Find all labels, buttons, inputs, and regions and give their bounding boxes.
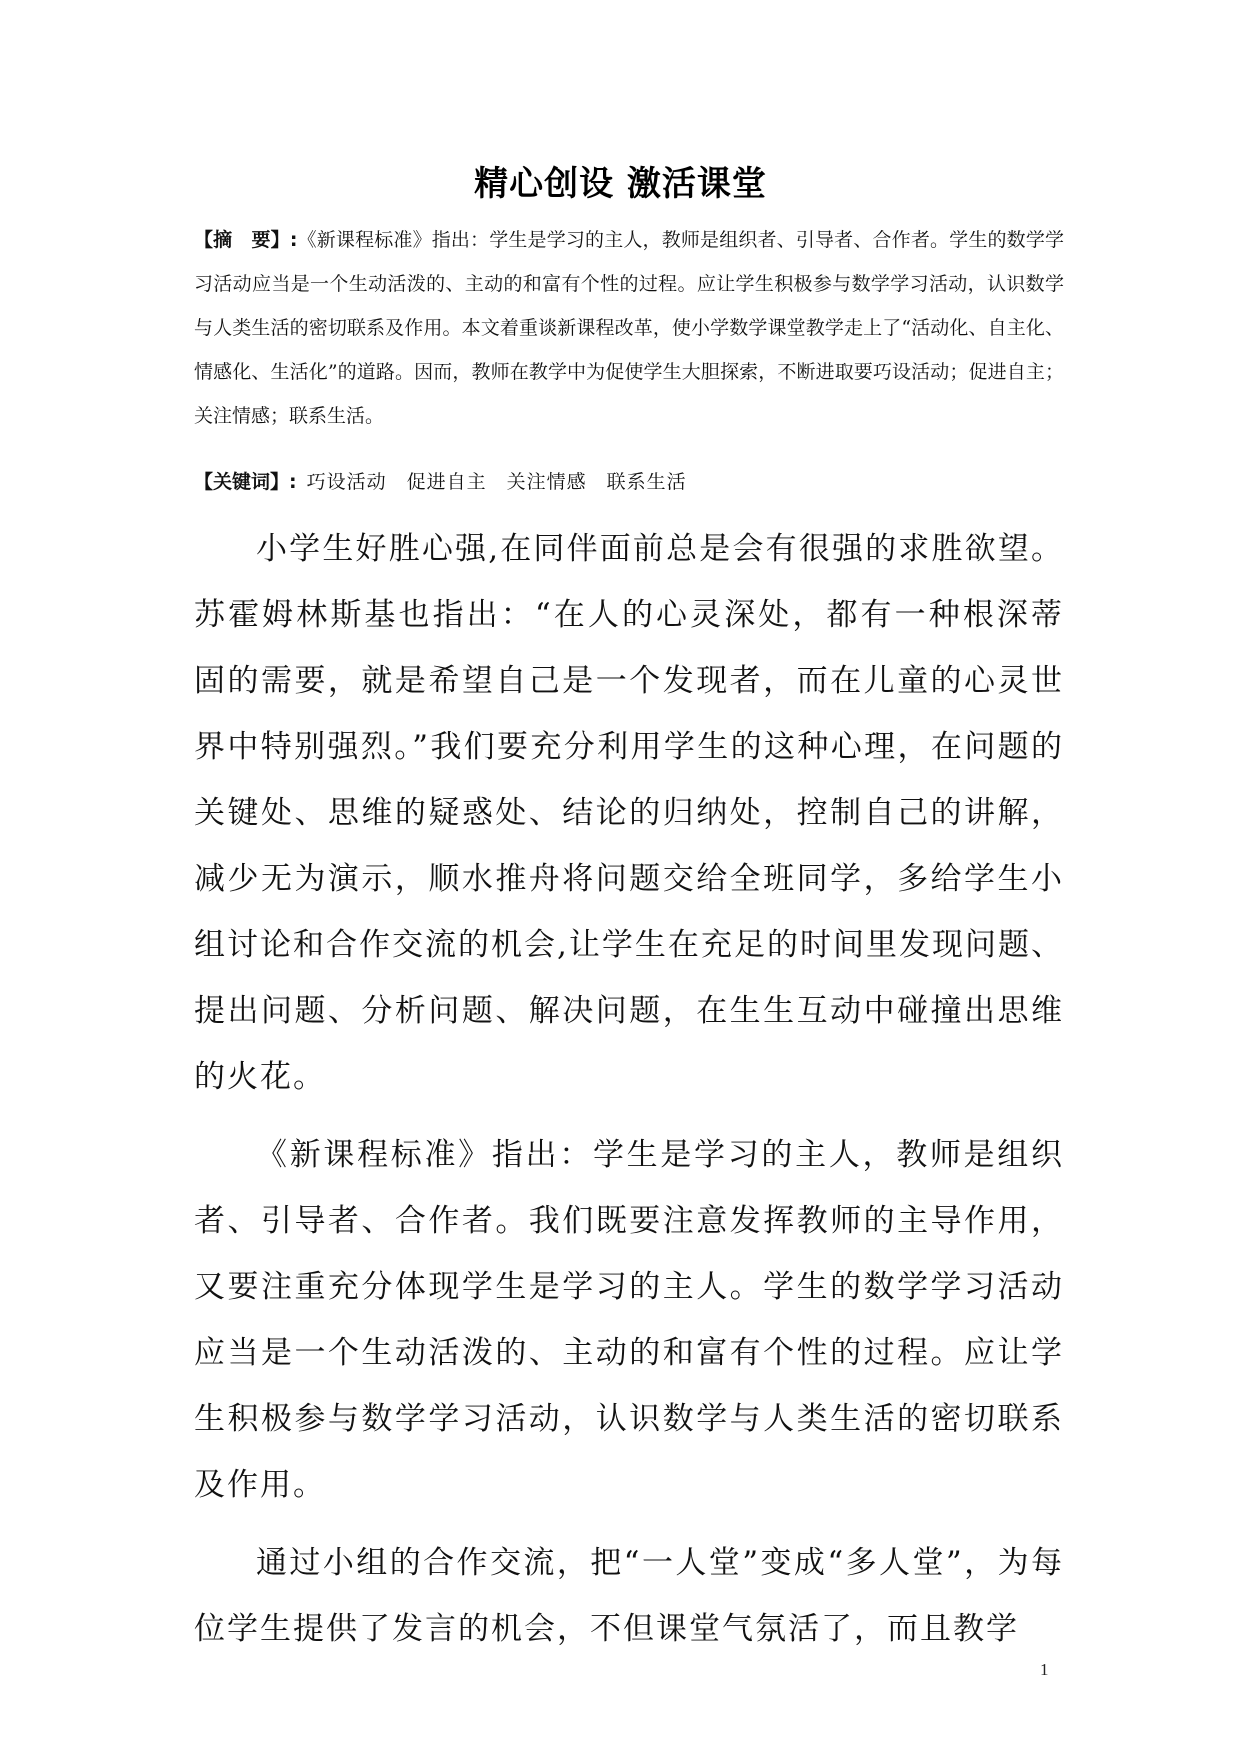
keywords-list: 巧设活动 促进自主 关注情感 联系生活 [306,471,687,493]
abstract-label: 【摘 要】: [194,229,298,251]
keywords-section [194,462,1064,502]
body-paragraph: 小学生好胜心强,在同伴面前总是会有很强的求胜欲望。苏霍姆林斯基也指出：“在人的心灵深处，都有一种根深蒂固的需要，就是希望自己是一个发现者，而在儿童的心灵世界中特别强烈。”我们要充分利用学生的这种心理，在问题的关键处、思维的疑惑处、结论的归纳处，控制自己的讲解，减少无为演示，顺水推舟将问题交给全班同学，多给学生小组讨论和合作交流的机会,让学生在充足的时间里发现问题、提出问题、分析问题、解决问题，在生生互动中碰撞出思维的火花。 [194,531,1064,1095]
body-paragraph: 通过小组的合作交流，把“一人堂”变成“多人堂”，为每位学生提供了发言的机会，不但课堂气氛活了，而且教学 [194,1545,1064,1647]
abstract-section [194,218,1064,438]
document-title: 精心创设 激活课堂 [474,164,767,204]
body-text [194,516,1064,1674]
keywords-label: 【关键词】: [194,471,297,493]
body-paragraph: 《新课程标准》指出：学生是学习的主人，教师是组织者、引导者、合作者。我们既要注意发挥教师的主导作用，又要注重充分体现学生是学习的主人。学生的数学学习活动应当是一个生动活泼的、主动的和富有个性的过程。应让学生积极参与数学学习活动，认识数学与人类生活的密切联系及作用。 [194,1137,1064,1503]
abstract-text: 《新课程标准》指出：学生是学习的主人，教师是组织者、引导者、合作者。学生的数学学习活动应当是一个生动活泼的、主动的和富有个性的过程。应让学生积极参与数学学习活动，认识数学与人类生活的密切联系及作用。本文着重谈新课程改革，使小学数学课堂教学走上了“活动化、自主化、情感化、生活化”的道路。因而，教师在教学中为促使学生大胆探索，不断进取要巧设活动；促进自主；关注情感；联系生活。 [194,229,1064,427]
page-number: 1 [1040,1660,1049,1679]
